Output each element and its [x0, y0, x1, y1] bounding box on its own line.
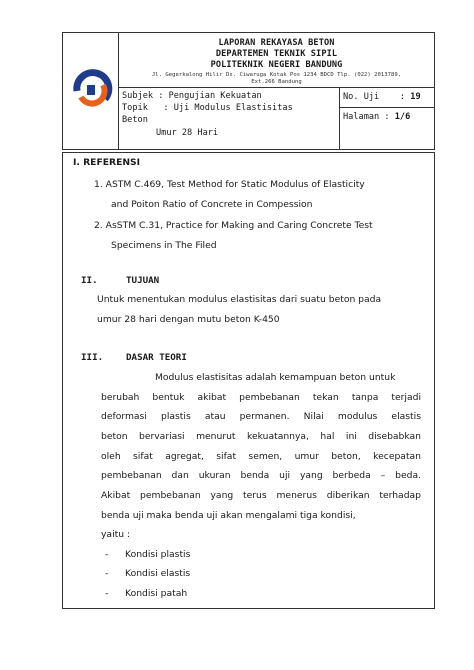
page-label: Halaman :	[343, 112, 395, 122]
theory-line: Akibat pembebanan yang terus menerus diberikan terhadap	[101, 490, 421, 501]
reference-1-line-2: and Poiton Ratio of Concrete in Compession	[111, 199, 313, 210]
list-item: Kondisi plastis	[125, 549, 191, 560]
test-number-row	[340, 88, 434, 108]
address-line-2: Ext.266 Bandung	[251, 79, 302, 85]
subject-text: Subjek : Pengujian Kekuatan	[122, 91, 262, 101]
topic-text: Topik : Uji Modulus Elastisitas	[122, 103, 293, 113]
reference-2-line-2: Specimens in The Filed	[111, 240, 217, 251]
section-1-heading: I. REFERENSI	[73, 157, 141, 168]
theory-line: yaitu :	[101, 529, 131, 540]
list-item: Kondisi elastis	[125, 568, 191, 579]
institution-name: POLITEKNIK NEGERI BANDUNG	[210, 60, 343, 70]
address-line-1: Jl. Gegerkalong Hilir Ds. Ciwaruga Kotak Pos 1234 BDCD Tlp. (022) 2013789,	[151, 72, 402, 78]
topic-text-2: Beton	[122, 115, 148, 125]
list-item: Kondisi patah	[125, 588, 188, 599]
reference-2-line-1: 2. AsSTM C.31, Practice for Making and Caring Concrete Test	[94, 220, 373, 231]
department-name: DEPARTEMEN TEKNIK SIPIL	[215, 49, 338, 59]
theory-line: pembebanan dan ukuran benda uji yang berbeda – beda.	[101, 470, 421, 481]
bullet-dash: -	[105, 568, 109, 579]
theory-line: berubah bentuk akibat pembebanan tekan tanpa terjadi	[101, 392, 421, 403]
test-number-cell	[340, 88, 434, 149]
theory-line: Modulus elastisitas adalah kemampuan beton untuk	[155, 372, 396, 383]
objective-line-2: umur 28 hari dengan mutu beton K-450	[97, 314, 280, 325]
logo-cell	[63, 33, 119, 149]
subject-cell	[119, 88, 340, 149]
page-number-row	[340, 108, 434, 122]
document-body	[62, 152, 435, 609]
report-header	[62, 32, 435, 150]
test-number-value: 19	[410, 92, 421, 102]
polban-logo-icon	[63, 33, 119, 149]
topic-age: Umur 28 Hari	[156, 128, 219, 138]
objective-line-1: Untuk menentukan modulus elastisitas dari suatu beton pada	[97, 294, 382, 305]
section-2-number: II.	[81, 275, 98, 286]
reference-1-line-1: 1. ASTM C.469, Test Method for Static Modulus of Elasticity	[94, 179, 365, 190]
theory-line: benda uji maka benda uji akan mengalami tiga kondisi,	[101, 510, 356, 521]
page-value: 1/6	[394, 112, 411, 122]
section-3-heading: DASAR TEORI	[126, 352, 187, 363]
test-number-label: No. Uji :	[343, 92, 411, 102]
institution-block	[119, 33, 434, 88]
section-2-heading: TUJUAN	[126, 275, 160, 286]
theory-line: deformasi plastis atau permanen. Nilai modulus elastis	[101, 411, 421, 422]
theory-line: beton bervariasi menurut kekuatannya, hal ini disebabkan	[101, 431, 421, 442]
bullet-dash: -	[105, 549, 109, 560]
section-3-number: III.	[81, 352, 104, 363]
theory-line: oleh sifat agregat, sifat semen, umur beton, kecepatan	[101, 451, 421, 462]
bullet-dash: -	[105, 588, 109, 599]
report-title: LAPORAN REKAYASA BETON	[218, 38, 335, 48]
